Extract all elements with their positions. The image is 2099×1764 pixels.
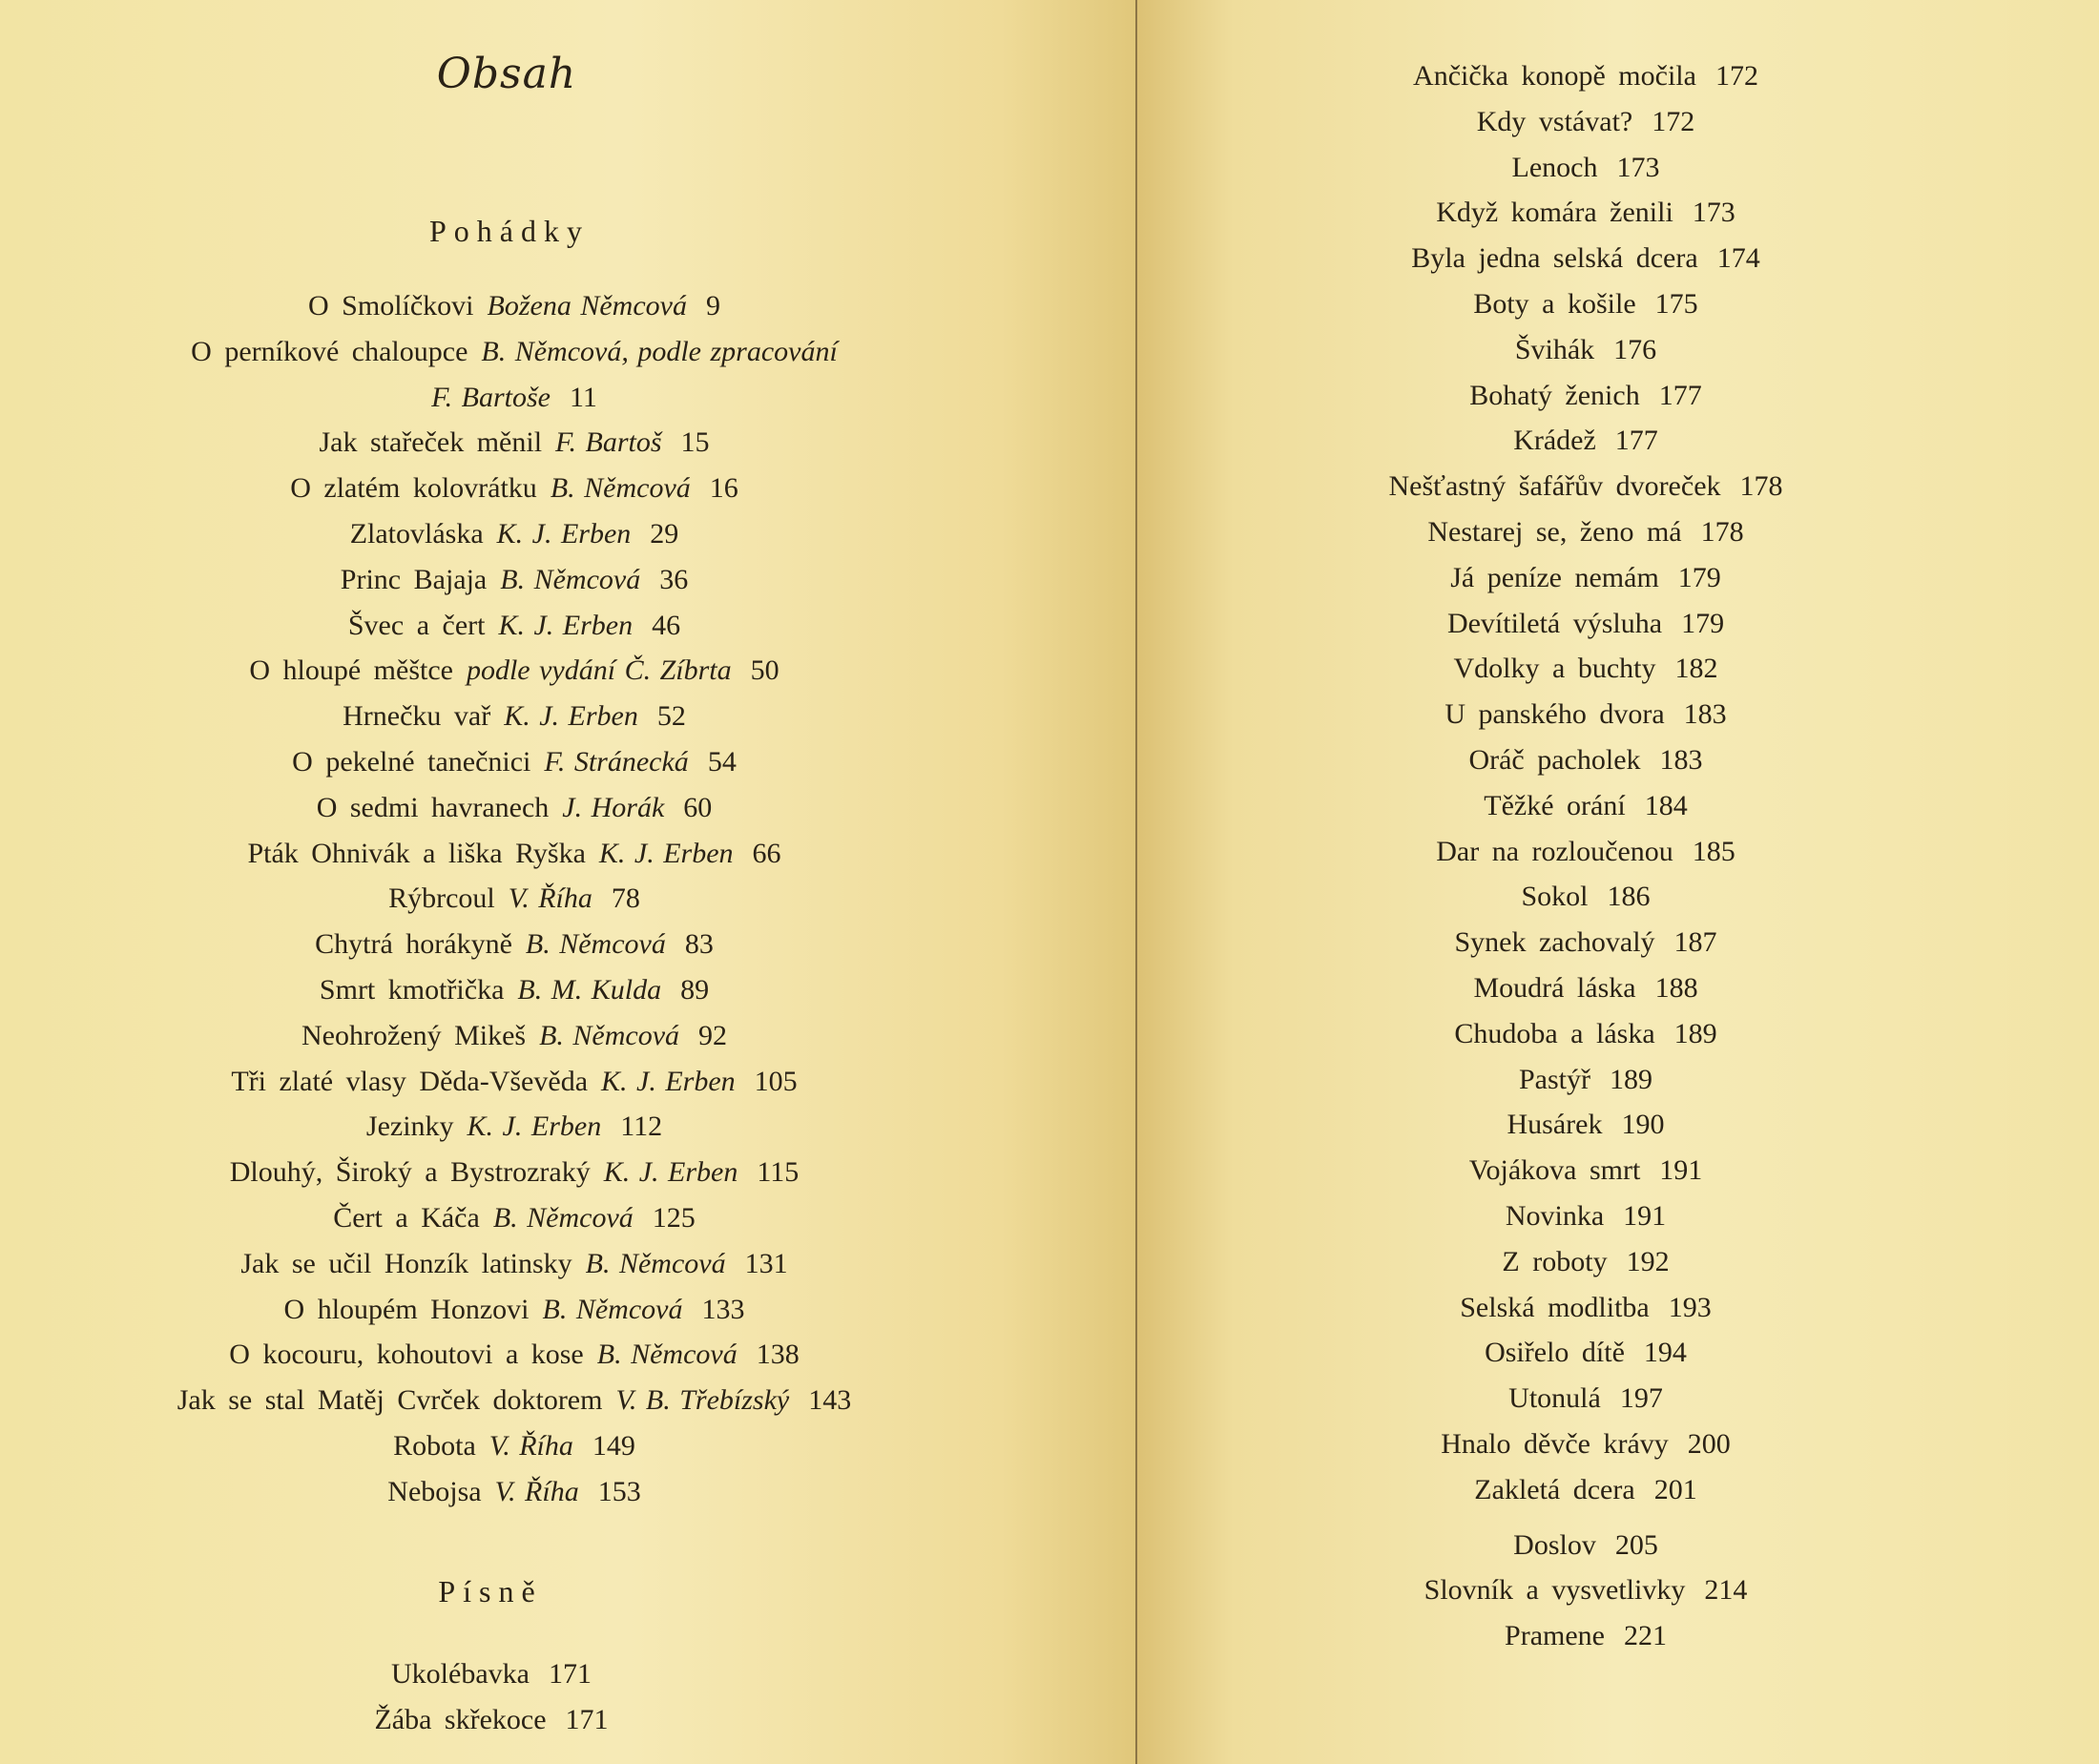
entry-author: B. Němcová: [596, 1339, 738, 1371]
entry-title: O perníkové chaloupce: [191, 335, 468, 367]
entry-title: Krádež: [1513, 425, 1596, 457]
toc-entry: [1137, 1239, 2034, 1285]
toc-entry: [0, 1195, 1029, 1241]
entry-page-number: 175: [1654, 287, 1698, 320]
toc-entry: [1137, 646, 2034, 692]
toc-entry: [1137, 692, 2034, 737]
entry-page-number: 182: [1674, 653, 1718, 685]
entry-page-number: 105: [754, 1065, 798, 1097]
entry-page-number: 15: [680, 426, 710, 459]
entry-page-number: 192: [1626, 1245, 1670, 1277]
toc-entry: [1137, 965, 2034, 1011]
entry-title: Pastýř: [1519, 1063, 1590, 1095]
toc-entry: [1137, 920, 2034, 965]
entry-title: Sokol: [1521, 881, 1589, 913]
entry-author: B. Němcová: [500, 563, 641, 595]
entry-title: Chudoba a láska: [1454, 1017, 1655, 1049]
entry-author: V. B. Třebízský: [615, 1384, 790, 1417]
toc-entry: [1137, 190, 2034, 236]
entry-page-number: 189: [1673, 1017, 1717, 1049]
entry-title: Moudrá láska: [1473, 971, 1636, 1004]
toc-entry: [0, 1241, 1029, 1287]
toc-entry: [1137, 874, 2034, 920]
entry-page-number: 179: [1681, 607, 1725, 639]
entry-author: K. J. Erben: [496, 517, 632, 550]
toc-entry: [0, 967, 1029, 1013]
entry-author: B. Němcová: [539, 1019, 680, 1051]
entry-title: Dar na rozloučenou: [1436, 835, 1673, 867]
toc-entry: [1137, 373, 2034, 419]
toc-entry: [1137, 99, 2034, 145]
entry-title: Smrt kmotřička: [319, 973, 505, 1006]
entry-title: Z roboty: [1502, 1245, 1608, 1277]
toc-entry: [1137, 1523, 2034, 1568]
entry-page-number: 214: [1704, 1574, 1748, 1607]
entry-title: Švihák: [1514, 333, 1595, 365]
entry-title: Pramene: [1505, 1620, 1605, 1652]
entry-page-number: 197: [1619, 1382, 1663, 1415]
entry-page-number: 173: [1692, 197, 1735, 229]
entry-title: Jak stařeček měnil: [319, 426, 543, 459]
toc-entry: [1137, 555, 2034, 601]
entry-title: Zakletá dcera: [1474, 1473, 1635, 1505]
entry-page-number: 131: [744, 1247, 788, 1279]
entry-title: Lenoch: [1511, 151, 1598, 183]
toc-entry: [1137, 1422, 2034, 1467]
toc-entry: [0, 603, 1029, 649]
page-title: Obsah: [436, 50, 577, 98]
entry-title: Dlouhý, Široký a Bystrozraký: [229, 1156, 591, 1189]
entry-title: Já peníze nemám: [1450, 561, 1659, 593]
entry-author: B. Němcová: [550, 472, 691, 505]
toc-entry: [0, 329, 1029, 375]
entry-page-number: 92: [698, 1019, 728, 1051]
entry-page-number: 89: [680, 973, 710, 1006]
entry-page-number: 177: [1658, 379, 1702, 411]
entry-author: V. Říha: [488, 1429, 573, 1462]
entry-title: Princ Bajaja: [340, 563, 488, 595]
entry-page-number: 193: [1668, 1291, 1712, 1323]
entry-title: Ančička konopě močila: [1413, 60, 1696, 92]
entry-author: B. Němcová: [585, 1247, 726, 1279]
entry-title: Byla jedna selská dcera: [1411, 242, 1698, 275]
toc-entry: [1137, 281, 2034, 327]
toc-entry: [1137, 327, 2034, 373]
toc-entry: [0, 1150, 1029, 1195]
entry-page-number: 194: [1643, 1337, 1687, 1369]
entry-title: Zlatovláska: [349, 517, 484, 550]
entry-page-number: 178: [1739, 470, 1783, 503]
entry-page-number: 185: [1692, 835, 1735, 867]
entry-author: F. Stránecká: [544, 745, 689, 778]
toc-entry: [1137, 1285, 2034, 1331]
toc-entry: [1137, 236, 2034, 281]
entry-title: Utonulá: [1508, 1382, 1601, 1415]
toc-entry: [1137, 829, 2034, 875]
entry-page-number: 29: [650, 517, 679, 550]
toc-list-pohadky: [0, 283, 1029, 1515]
entry-title: Doslov: [1513, 1528, 1596, 1561]
entry-title: Žába skřekoce: [374, 1704, 547, 1735]
entry-author: B. Němcová: [492, 1201, 634, 1234]
entry-page-number: 191: [1623, 1199, 1667, 1232]
entry-author: K. J. Erben: [467, 1110, 602, 1143]
entry-author: F. Bartoš: [555, 426, 662, 459]
entry-title: Hrnečku vař: [343, 700, 491, 733]
entry-page-number: 183: [1683, 698, 1727, 731]
toc-entry: [1137, 145, 2034, 191]
entry-page-number: 11: [569, 381, 597, 413]
entry-page-number: 221: [1623, 1620, 1667, 1652]
section-title-pisne: Písně: [438, 1574, 543, 1608]
entry-page-number: 133: [701, 1293, 745, 1325]
entry-page-number: 178: [1700, 515, 1744, 548]
toc-entry: [1137, 1613, 2034, 1659]
toc-entry: [0, 1469, 1029, 1515]
toc-entry: [0, 648, 1029, 694]
entry-title: O kocouru, kohoutovi a kose: [229, 1339, 584, 1371]
toc-entry: [1137, 1376, 2034, 1422]
entry-title: Synek zachovalý: [1454, 926, 1655, 959]
entry-page-number: 60: [683, 791, 713, 823]
entry-title: Jezinky: [365, 1110, 454, 1143]
entry-title: O sedmi havranech: [316, 791, 550, 823]
entry-title: O zlatém kolovrátku: [290, 472, 537, 505]
entry-page-number: 54: [707, 745, 737, 778]
toc-entry: [0, 1104, 1029, 1150]
toc-entry: [0, 1013, 1029, 1059]
entry-title: Rýbrcoul: [388, 882, 495, 915]
toc-entry: [1137, 737, 2034, 783]
toc-entry: [0, 1378, 1029, 1423]
entry-page-number: 200: [1687, 1427, 1731, 1460]
entry-title: Nešťastný šafářův dvoreček: [1388, 470, 1721, 503]
entry-page-number: 177: [1614, 425, 1658, 457]
toc-entry: [0, 876, 1029, 922]
toc-entry: [1137, 418, 2034, 464]
entry-page-number: 179: [1677, 561, 1721, 593]
entry-page-number: 143: [808, 1384, 852, 1417]
entry-page-number: 125: [652, 1201, 696, 1234]
toc-entry: [1137, 1102, 2034, 1148]
entry-title: Oráč pacholek: [1468, 743, 1641, 776]
entry-author: Božena Němcová: [487, 290, 687, 322]
toc-entry: [0, 785, 1029, 831]
entry-page-number: 16: [709, 472, 738, 505]
entry-author: V. Říha: [494, 1475, 579, 1507]
entry-page-number: 171: [548, 1658, 592, 1690]
toc-entry: [1137, 53, 2034, 99]
entry-author: K. J. Erben: [498, 609, 634, 641]
entry-author: K. J. Erben: [603, 1156, 738, 1189]
toc-entry: [1137, 783, 2034, 829]
entry-title: Robota: [393, 1429, 476, 1462]
entry-page-number: 172: [1715, 60, 1758, 92]
entry-title: O Smolíčkovi: [308, 290, 474, 322]
toc-entry: [0, 1332, 1029, 1378]
entry-author: F. Bartoše: [431, 381, 551, 413]
entry-title: Slovník a vysvetlivky: [1424, 1574, 1686, 1607]
entry-page-number: 174: [1716, 242, 1760, 275]
toc-entry: [0, 1651, 983, 1697]
entry-page-number: 176: [1613, 333, 1657, 365]
toc-entry: [1137, 1193, 2034, 1239]
entry-author: V. Říha: [508, 882, 592, 915]
entry-title: Kdy vstávat?: [1476, 105, 1633, 137]
entry-author: B. Němcová, podle zpracování: [481, 335, 838, 367]
entry-title: Vojákova smrt: [1468, 1154, 1641, 1187]
entry-title: Švec a čert: [347, 609, 486, 641]
toc-entry: [0, 557, 1029, 603]
toc-entry: [0, 511, 1029, 557]
entry-page-number: 138: [756, 1339, 800, 1371]
entry-title: Novinka: [1505, 1199, 1605, 1232]
entry-title: Vdolky a buchty: [1453, 653, 1656, 685]
toc-entry: [0, 375, 1029, 421]
entry-title: Neohrožený Mikeš: [301, 1019, 527, 1051]
entry-page-number: 184: [1644, 789, 1688, 821]
entry-title: Jak se učil Honzík latinsky: [240, 1247, 572, 1279]
entry-page-number: 190: [1621, 1109, 1665, 1141]
entry-title: Osiřelo dítě: [1485, 1337, 1625, 1369]
toc-entry: [1137, 1057, 2034, 1103]
entry-title: Čert a Káča: [333, 1201, 480, 1234]
toc-entry: [0, 1697, 983, 1743]
entry-author: K. J. Erben: [598, 837, 734, 869]
entry-title: Chytrá horákyně: [315, 928, 512, 961]
entry-title: Nebojsa: [387, 1475, 482, 1507]
entry-page-number: 83: [684, 928, 714, 961]
entry-title: Jak se stal Matěj Cvrček doktorem: [177, 1384, 603, 1417]
entry-title: Selská modlitba: [1460, 1291, 1650, 1323]
entry-page-number: 36: [659, 563, 689, 595]
toc-entry: [1137, 1330, 2034, 1376]
entry-page-number: 46: [652, 609, 681, 641]
entry-title: Nestarej se, ženo má: [1427, 515, 1682, 548]
entry-author: K. J. Erben: [504, 700, 638, 733]
toc-entry: [0, 831, 1029, 877]
entry-author: B. Němcová: [542, 1293, 683, 1325]
toc-entry: [0, 739, 1029, 785]
entry-page-number: 115: [757, 1156, 800, 1189]
entry-page-number: 188: [1654, 971, 1698, 1004]
entry-title: Hnalo děvče krávy: [1441, 1427, 1669, 1460]
entry-title: Ukolébavka: [391, 1658, 530, 1690]
entry-page-number: 186: [1607, 881, 1651, 913]
right-page: [1137, 0, 2099, 1764]
entry-page-number: 153: [597, 1475, 641, 1507]
toc-entry: [1137, 1148, 2034, 1193]
toc-list-pisne-continued: [1137, 53, 2034, 1659]
toc-entry: [1137, 509, 2034, 555]
entry-page-number: 191: [1659, 1154, 1703, 1187]
entry-title: O hloupém Honzovi: [283, 1293, 530, 1325]
toc-entry: [0, 1287, 1029, 1333]
entry-title: U panského dvora: [1444, 698, 1665, 731]
toc-list-pisne: [0, 1651, 983, 1743]
toc-entry: [1137, 1011, 2034, 1057]
toc-entry: [0, 283, 1029, 329]
toc-entry: [0, 694, 1029, 739]
entry-page-number: 187: [1673, 926, 1717, 959]
toc-entry: [1137, 1467, 2034, 1513]
section-title-pohadky: Pohádky: [429, 214, 590, 248]
entry-title: Boty a košile: [1473, 287, 1636, 320]
entry-author: podle vydání Č. Zíbrta: [466, 654, 732, 687]
entry-title: O pekelné tanečnici: [292, 745, 531, 778]
entry-title: Když komára ženili: [1436, 197, 1673, 229]
entry-page-number: 171: [565, 1704, 609, 1735]
entry-title: O hloupé měštce: [249, 654, 453, 687]
entry-author: K. J. Erben: [601, 1065, 736, 1097]
entry-page-number: 172: [1652, 105, 1695, 137]
entry-page-number: 189: [1610, 1063, 1652, 1095]
entry-title: Bohatý ženich: [1469, 379, 1640, 411]
entry-author: B. M. Kulda: [517, 973, 662, 1006]
entry-page-number: 205: [1614, 1528, 1658, 1561]
entry-page-number: 183: [1659, 743, 1703, 776]
entry-page-number: 66: [752, 837, 781, 869]
toc-entry: [0, 1423, 1029, 1469]
entry-title: Husárek: [1507, 1109, 1603, 1141]
toc-entry: [0, 1059, 1029, 1105]
entry-page-number: 149: [592, 1429, 635, 1462]
entry-author: B. Němcová: [525, 928, 666, 961]
entry-title: Devítiletá výsluha: [1446, 607, 1663, 639]
entry-title: Těžké orání: [1484, 789, 1626, 821]
entry-page-number: 78: [611, 882, 640, 915]
toc-entry: [1137, 601, 2034, 647]
entry-author: J. Horák: [562, 791, 665, 823]
entry-page-number: 9: [705, 290, 720, 322]
entry-title: Pták Ohnivák a liška Ryška: [247, 837, 586, 869]
toc-entry: [0, 420, 1029, 466]
entry-page-number: 52: [656, 700, 686, 733]
toc-entry: [0, 922, 1029, 967]
entry-page-number: 173: [1616, 151, 1660, 183]
toc-entry: [1137, 464, 2034, 509]
toc-entry: [1137, 1567, 2034, 1613]
entry-page-number: 201: [1653, 1473, 1697, 1505]
entry-page-number: 112: [620, 1110, 663, 1143]
entry-title: Tři zlaté vlasy Děda-Vševěda: [231, 1065, 589, 1097]
toc-entry: [0, 466, 1029, 511]
entry-page-number: 50: [750, 654, 779, 687]
